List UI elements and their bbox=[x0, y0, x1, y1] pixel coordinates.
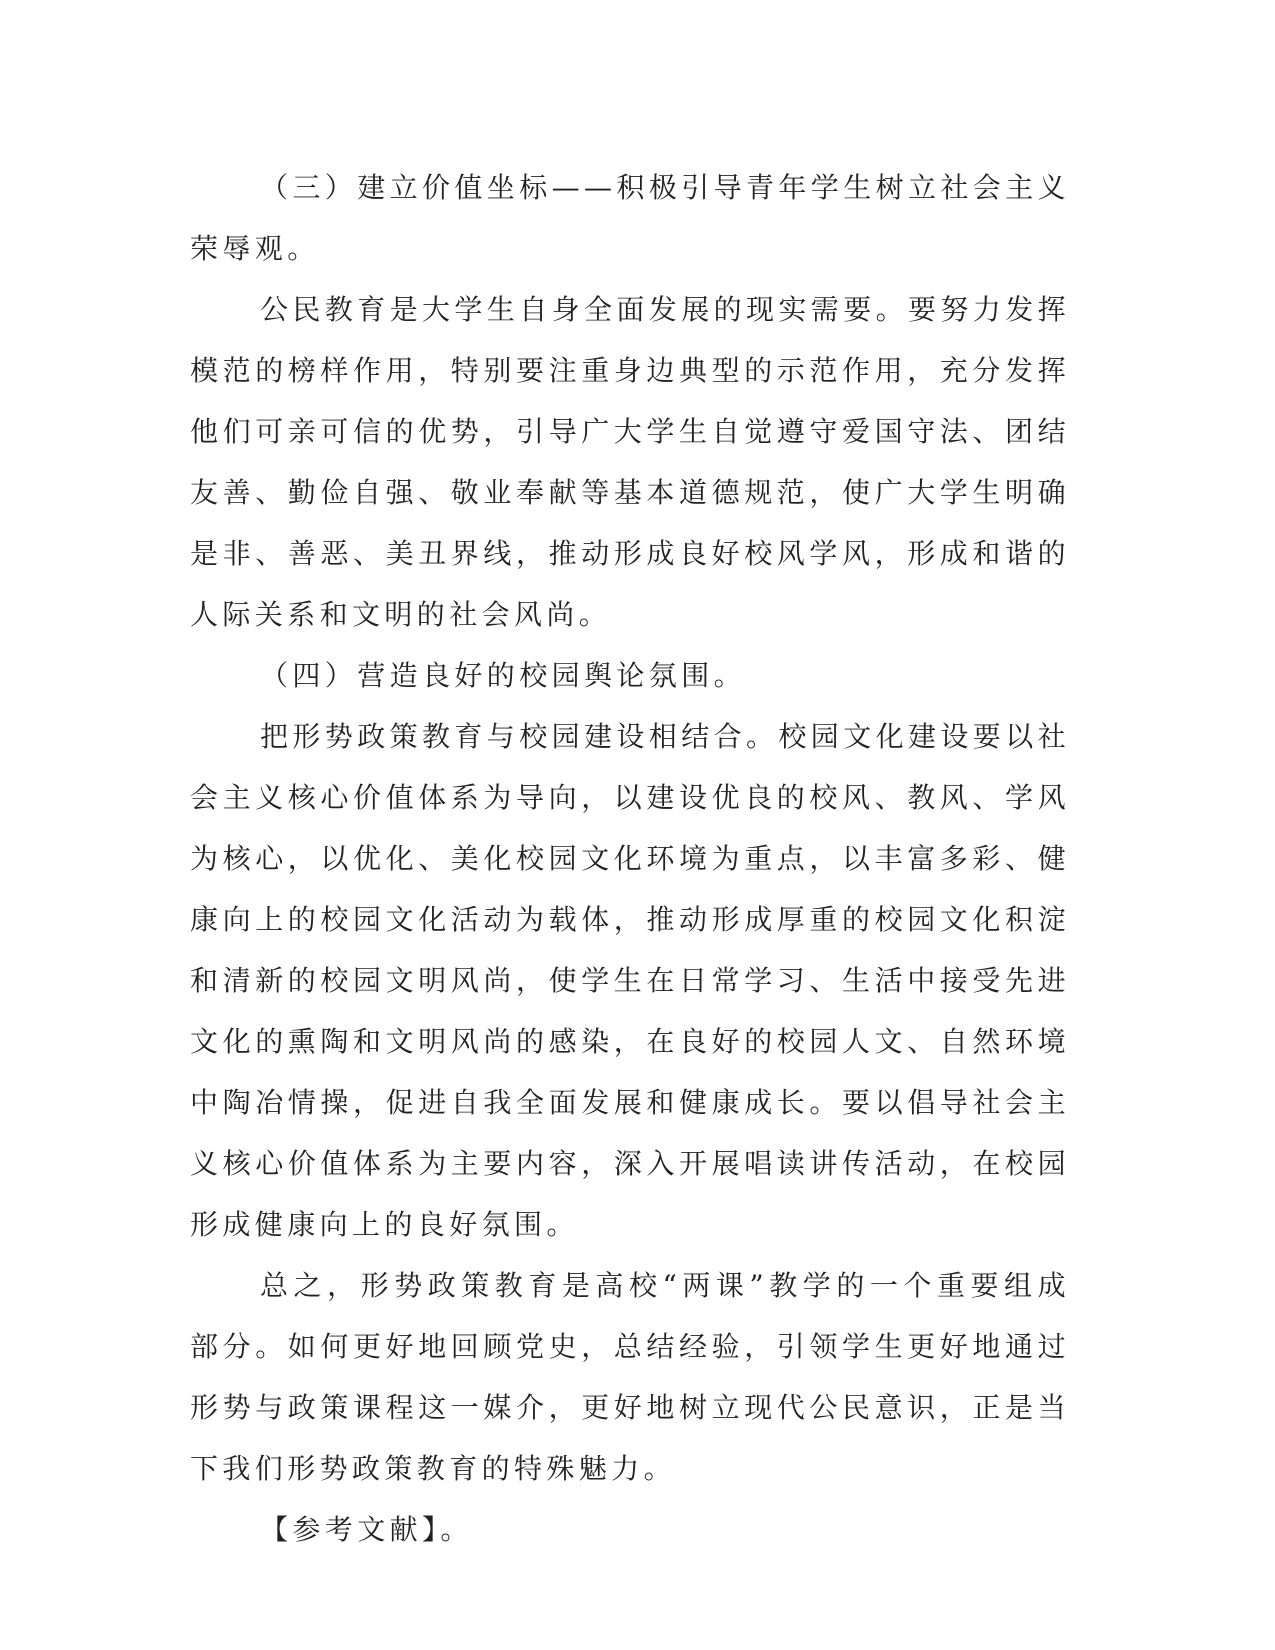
references-heading: 【参考文献】。 bbox=[260, 1513, 473, 1546]
document-body bbox=[190, 157, 1070, 1560]
conclusion-paragraph: 总之，形势政策教育是高校“两课”教学的一个重要组成部分。如何更好地回顾党史，总结经验，引领学生更好地通过形势与政策课程这一媒介，更好地树立现代公民意识，正是当下我们形势政策教育的特殊魅力。 bbox=[190, 1269, 1070, 1485]
body-paragraph: 公民教育是大学生自身全面发展的现实需要。要努力发挥模范的榜样作用，特别要注重身边典型的示范作用，充分发挥他们可亲可信的优势，引导广大学生自觉遵守爱国守法、团结友善、勤俭自强、敬业奉献等基本道德规范，使广大学生明确是非、善恶、美丑界线，推动形成良好校风学风，形成和谐的人际关系和文明的社会风尚。 bbox=[190, 293, 1071, 631]
body-paragraph: 把形势政策教育与校园建设相结合。校园文化建设要以社会主义核心价值体系为导向，以建设优良的校风、教风、学风为核心，以优化、美化校园文化环境为重点，以丰富多彩、健康向上的校园文化活动为载体，推动形成厚重的校园文化积淀和清新的校园文明风尚，使学生在日常学习、生活中接受先进文化的熏陶和文明风尚的感染，在良好的校园人文、自然环境中陶冶情操，促进自我全面发展和健康成长。要以倡导社会主义核心价值体系为主要内容，深入开展唱读讲传活动，在校园形成健康向上的良好氛围。 bbox=[190, 720, 1071, 1241]
section-heading-3: （三）建立价值坐标——积极引导青年学生树立社会主义荣辱观。 bbox=[190, 171, 1071, 265]
section-heading-4: （四）营造良好的校园舆论氛围。 bbox=[260, 659, 747, 692]
